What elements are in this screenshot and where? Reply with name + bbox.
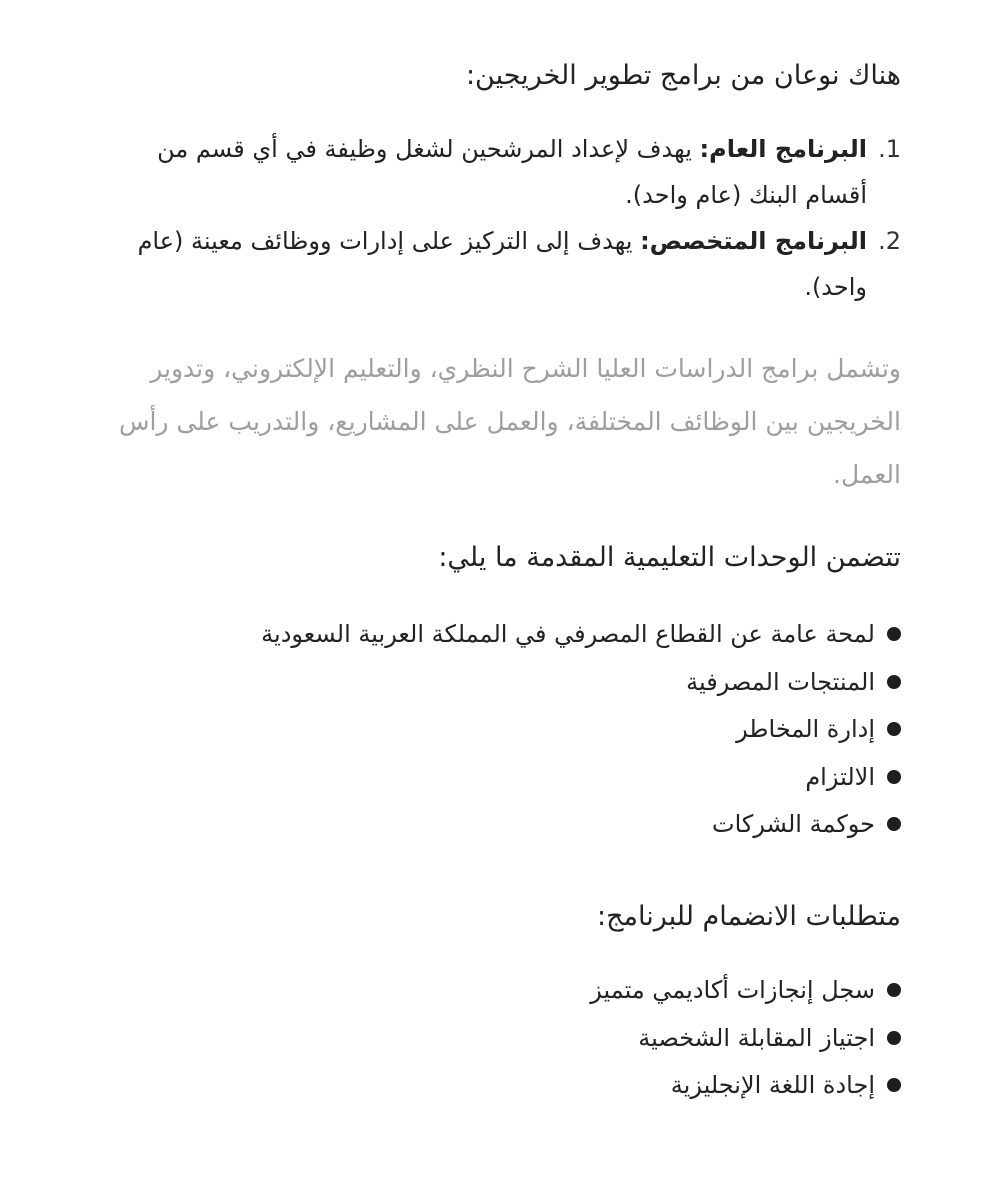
bullet-icon: [887, 1031, 901, 1045]
requirements-heading: متطلبات الانضمام للبرنامج:: [597, 901, 901, 932]
programs-description: وتشمل برامج الدراسات العليا الشرح النظري، والتعليم الإلكتروني، وتدوير الخريجين بين الوظائف المختلفة، والعمل على المشاريع، والتدريب على رأس العمل.: [118, 354, 901, 489]
list-item: [120, 801, 901, 849]
list-item-label: إجادة اللغة الإنجليزية: [670, 1071, 875, 1099]
program-type-description: يهدف إلى التركيز على إدارات ووظائف معينة (عام واحد).: [137, 227, 867, 301]
program-type-item: [105, 218, 901, 310]
list-item-label: إدارة المخاطر: [736, 715, 875, 743]
list-item-label: سجل إنجازات أكاديمي متميز: [590, 976, 875, 1004]
list-item-label: حوكمة الشركات: [712, 810, 875, 838]
list-item-label: اجتياز المقابلة الشخصية: [638, 1023, 875, 1052]
bullet-icon: [887, 1078, 901, 1092]
bullet-icon: [887, 722, 901, 736]
program-types-list: [105, 126, 901, 310]
list-item: [120, 1062, 901, 1110]
learning-units-heading: تتضمن الوحدات التعليمية المقدمة ما يلي:: [438, 542, 901, 573]
bullet-icon: [887, 817, 901, 831]
program-type-item: [105, 126, 901, 218]
bullet-icon: [887, 675, 901, 689]
list-item: [120, 967, 901, 1015]
list-item: [120, 611, 901, 659]
list-number: 1.: [878, 135, 901, 163]
bullet-icon: [887, 770, 901, 784]
list-item-label: الالتزام: [805, 762, 875, 791]
list-item: [120, 754, 901, 802]
list-item: [120, 1015, 901, 1063]
list-item: [120, 659, 901, 707]
list-item: [120, 706, 901, 754]
list-item-label: المنتجات المصرفية: [686, 667, 875, 696]
learning-units-list: [120, 611, 901, 849]
program-type-term: البرنامج المتخصص:: [640, 227, 867, 255]
bullet-icon: [887, 627, 901, 641]
program-types-heading: هناك نوعان من برامج تطوير الخريجين:: [465, 60, 901, 91]
program-type-term: البرنامج العام:: [699, 135, 867, 163]
list-number: 2.: [878, 227, 901, 255]
program-type-description: يهدف لإعداد المرشحين لشغل وظيفة في أي قسم من أقسام البنك (عام واحد).: [157, 135, 867, 209]
requirements-list: [120, 967, 901, 1110]
bullet-icon: [887, 983, 901, 997]
list-item-label: لمحة عامة عن القطاع المصرفي في المملكة العربية السعودية: [261, 620, 875, 648]
